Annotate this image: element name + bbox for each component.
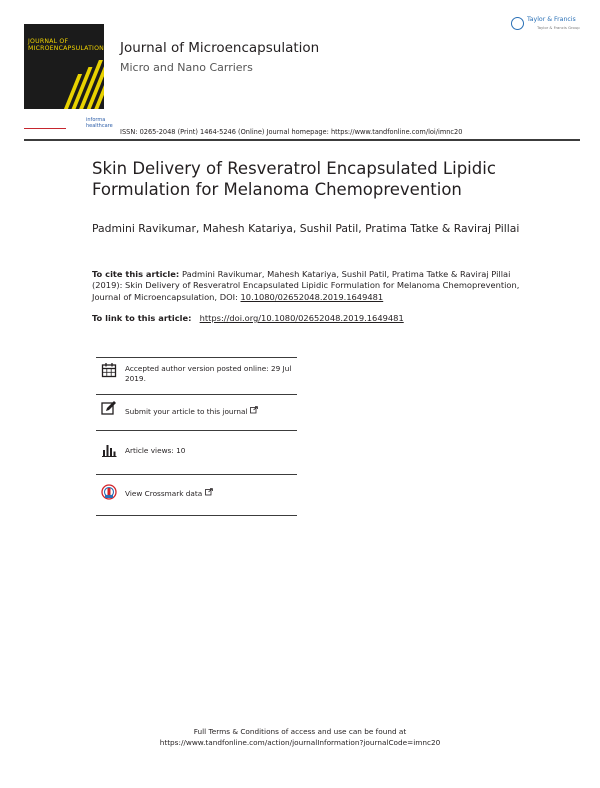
- crossmark-icon: [101, 484, 117, 500]
- publisher-logo-icon: [511, 17, 524, 30]
- publisher-tagline: Taylor & Francis Group: [537, 25, 580, 30]
- article-authors: Padmini Ravikumar, Mahesh Katariya, Sushil Patil, Pratima Tatke & Raviraj Pillai: [92, 222, 520, 235]
- citation-label: To cite this article:: [92, 269, 183, 279]
- issn-text: ISSN: 0265-2048 (Print) 1464-5246 (Online) Journal homepage:: [120, 128, 331, 136]
- informa-rule: [24, 128, 66, 129]
- citation-text: Padmini Ravikumar, Mahesh Katariya, Sushil Patil, Pratima Tatke & Raviraj Pillai (2019): Skin Delivery of Resveratrol Encapsulated Lipidic Formulation for Melanoma Chemoprevention, Journal of Microencapsulation, DOI:: [92, 269, 520, 302]
- footer-terms-text: Full Terms & Conditions of access and use can be found at: [193, 727, 407, 736]
- calendar-icon: [101, 362, 117, 378]
- publisher-name: Taylor & Francis: [527, 16, 576, 23]
- journal-title: Journal of Microencapsulation: [120, 40, 320, 56]
- doi-link[interactable]: 10.1080/02652048.2019.1649481: [240, 291, 384, 302]
- issn-line: [120, 128, 462, 136]
- article-link-line: [92, 313, 404, 323]
- journal-cover: [24, 24, 104, 109]
- submit-article-link[interactable]: [125, 406, 300, 417]
- crossmark-label: View Crossmark data: [125, 489, 203, 498]
- accepted-date: Accepted author version posted online: 29 Jul 2019.: [125, 364, 292, 383]
- article-views: Article views: 10: [125, 446, 186, 455]
- informa-logo-line1: informa: [86, 117, 106, 123]
- info-divider: [96, 357, 297, 358]
- informa-logo: [86, 117, 113, 129]
- info-divider: [96, 430, 297, 431]
- article-link[interactable]: https://doi.org/10.1080/02652048.2019.1649481: [199, 313, 404, 323]
- article-title: Skin Delivery of Resveratrol Encapsulated Lipidic Formulation for Melanoma Chemoprevention: [92, 159, 496, 199]
- bar-chart-icon: [101, 442, 117, 458]
- info-divider: [96, 474, 297, 475]
- publisher-logo: [511, 16, 581, 36]
- footer: [0, 726, 600, 748]
- citation-block: [92, 269, 522, 303]
- crossmark-link[interactable]: [125, 488, 300, 499]
- submit-article-label: Submit your article to this journal: [125, 407, 248, 416]
- info-divider: [96, 515, 297, 516]
- journal-homepage-link[interactable]: https://www.tandfonline.com/loi/imnc20: [330, 128, 463, 136]
- article-link-label: To link to this article:: [92, 313, 195, 323]
- info-divider: [96, 394, 297, 395]
- footer-terms-link[interactable]: https://www.tandfonline.com/action/journalInformation?journalCode=imnc20: [159, 738, 441, 747]
- external-link-icon: [250, 406, 258, 414]
- cover-title-line2: MICROENCAPSULATION: [28, 45, 104, 52]
- journal-subtitle: Micro and Nano Carriers: [120, 61, 253, 74]
- informa-logo-line2: healthcare: [86, 123, 113, 129]
- external-link-icon: [205, 488, 213, 496]
- edit-icon: [101, 400, 117, 416]
- cover-title: [28, 38, 104, 52]
- cover-title-line1: JOURNAL OF: [28, 38, 69, 45]
- header-divider: [24, 139, 580, 141]
